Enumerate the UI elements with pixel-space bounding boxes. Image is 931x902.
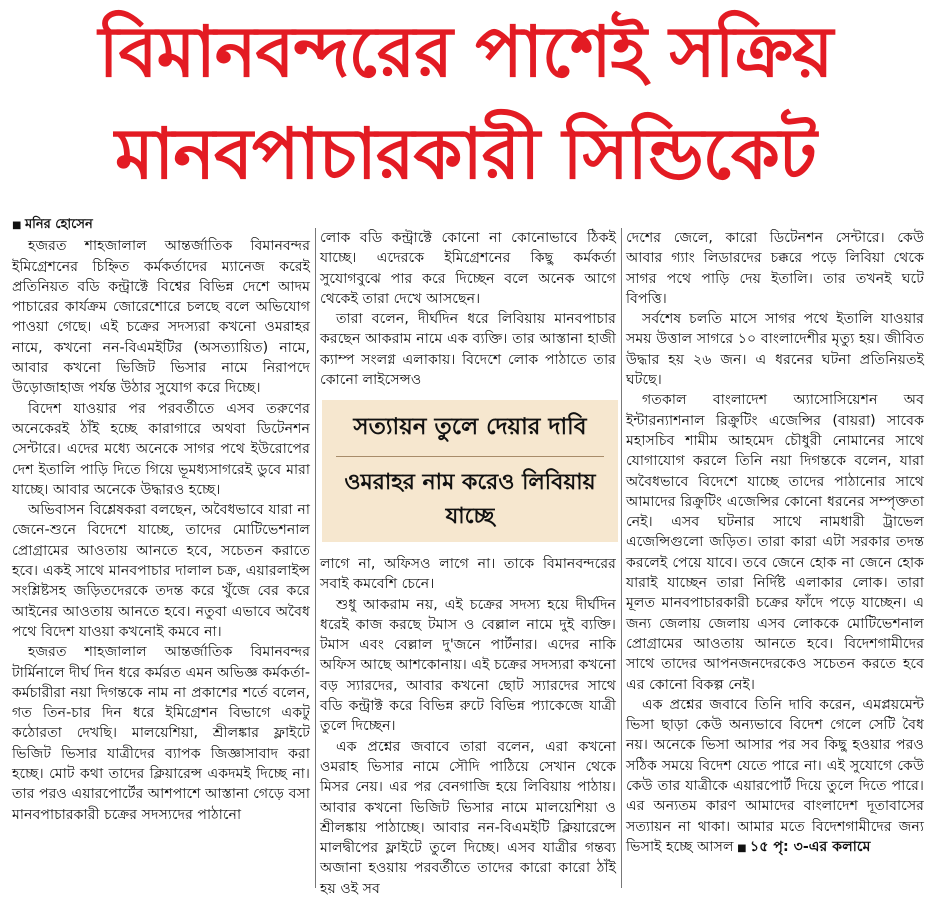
paragraph: এক প্রশ্নের জবাবে তারা বলেন, এরা কখনো ওমরাহ ভিসার নামে সৌদি পাঠিয়ে সেখান থেকে মিসর নেয়। এর পর বেনগাজি হয়ে লিবিয়ায় পাঠায়। আবার কখনো ভিজিট ভিসার নামে মালয়েশিয়া ও শ্রীলঙ্কায় পাঠাচ্ছে। আবার নন-বিএমইটি ক্লিয়ারেন্সে মালদ্বীপের ফ্লাইটে তুলে দিচ্ছে। এসব যাত্রীর গন্তব্য অজানা হওয়ায় পরবর্তীতে তাদের কারো কারো ঠাঁই হয় ওই সব — [320, 738, 616, 897]
paragraph: তারা বলেন, দীর্ঘদিন ধরে লিবিয়ায় মানবপাচার করছেন আকরাম নামে এক ব্যক্তি। তার আস্তানা হাজী ক্যাম্প সংলগ্ন এলাকায়। বিদেশে লোক পাঠাতে তার কোনো লাইসেন্সও — [320, 311, 616, 389]
pull-quote-divider — [336, 456, 604, 457]
paragraph: এক প্রশ্নের জবাবে তিনি দাবি করেন, এমপ্লয়মেন্ট ভিসা ছাড়া কেউ অন্যভাবে বিদেশ গেলে সেটি বৈধ নয়। অনেকে ভিসা আসার পর সব কিছু হওয়ার পরও সঠিক সময়ে বিদেশ যেতে পারে না। এই সুযোগে কেউ কেউ তার যাত্রীকে এয়ারপোর্ট দিয়ে তুলে দিতে পারে। এর অন্যতম কারণ আমাদের বাংলাদেশ দূতাবাসের সত্যায়ন না থাকা। আমার মতে বিদেশগামীদের জন্য ভিসাই হচ্ছে আসল — [626, 696, 924, 855]
article-column-3 — [626, 228, 924, 902]
paragraph: লাগে না, অফিসও লাগে না। তাকে বিমানবন্দরের সবাই কমবেশি চেনে। — [320, 556, 616, 593]
column-divider — [315, 228, 316, 888]
paragraph: লোক বডি কন্ট্রাক্টে কোনো না কোনোভাবে ঠিকই যাচ্ছে। এদেরকে ইমিগ্রেশনের কিছু কর্মকর্তা সুযোগবুঝে পার করে দিচ্ছেন বলে অনেক আগে থেকেই তারা দেখে আসছেন। — [320, 230, 616, 307]
pull-quote-line-1: সত্যায়ন তুলে দেয়ার দাবি — [353, 414, 587, 440]
article-column-2-top — [320, 228, 616, 389]
paragraph: বিদেশ যাওয়ার পর পরবর্তীতে এসব তরুণের অনেকেরই ঠাঁই হচ্ছে কারাগারে অথবা ডিটেনশন সেন্টারে। এদের মধ্যে অনেকে সাগর পথে ইউরোপের দেশ ইতালি পাড়ি দিতে গিয়ে ভূমধ্যসাগরেই ডুবে মারা যাচ্ছে। আবার অনেকে উদ্ধারও হচ্ছে। — [12, 400, 310, 498]
headline-line-1: বিমানবন্দরের পাশেই সক্রিয় — [98, 11, 833, 93]
paragraph: সর্বশেষ চলতি মাসে সাগর পথে ইতালি যাওয়ার সময় উত্তাল সাগরে ১০ বাংলাদেশীর মৃত্যু হয়। জীবিত উদ্ধার হয় ২৬ জন। এ ধরনের ঘটনা প্রতিনিয়তই ঘটছে। — [626, 311, 924, 389]
pull-quote-line-2: ওমরাহর নাম করেও লিবিয়ায় যাচ্ছে — [344, 470, 596, 529]
paragraph-with-jump — [626, 695, 924, 859]
article-column-2-bottom — [320, 554, 616, 902]
continued-on-page-link[interactable]: ■ ১৫ পৃ: ৩-এর কলামে — [734, 839, 871, 855]
paragraph: অভিবাসন বিশ্লেষকরা বলছেন, অবৈধভাবে যারা না জেনে-শুনে বিদেশে যাচ্ছে, তাদের মোটিভেশনাল প্রোগ্রামের আওতায় আনতে হবে, সচেতন করাতে হবে। একই সাথে মানবপাচার দালাল চক্র, এয়ারলাইন্স সংশ্লিষ্টসহ জড়িতদেরকে তদন্ত করে খুঁজে বের করে আইনের আওতায় আনতে হবে। নতুবা এভাবে অবৈধ পথে বিদেশ যাওয়া কখনোই কমবে না। — [12, 502, 310, 640]
paragraph: হজরত শাহজালাল আন্তর্জাতিক বিমানবন্দর ইমিগ্রেশনের চিহ্নিত কর্মকর্তাদের ম্যানেজ করেই প্রতিনিয়ত বডি কন্ট্রাক্টে বিশ্বের বিভিন্ন দেশে আদম পাচারের কার্যক্রম জোরেশোরে চলছে বলে অভিযোগ পাওয়া গেছে। এই চক্রের সদস্যরা কখনো ওমরাহর নামে, কখনো নন-বিএমইটির (অসত্যায়িত) নামে, আবার কখনো ভিজিট ভিসার নামে নিরাপদে উড়োজাহাজ পর্যন্ত উঠার সুযোগ করে দিচ্ছে। — [12, 238, 310, 397]
paragraph: গতকাল বাংলাদেশ অ্যাসোসিয়েশন অব ইন্টারন্যাশনাল রিক্রুটিং এজেন্সির (বায়রা) সাবেক মহাসচিব শামীম আহমেদ চৌধুরী নোমানের সাথে যোগাযোগ করলে তিনি নয়া দিগন্তকে বলেন, যারা অবৈধভাবে বিদেশে যাচ্ছে তাদের পাঠানোর সাথে আমাদের রিক্রুটিং এজেন্সির কোনো ধরনের সম্পৃক্ততা নেই। এসব ঘটনার সাথে নামধারী ট্রাভেল এজেন্সিগুলো জড়িত। তারা কারা এটা সরকার তদন্ত করলেই পেয়ে যাবে। তবে জেনে হোক না জেনে হোক যারাই যাচ্ছেন তারা নির্দিষ্ট এলাকার লোক। তারা মূলত মানবপাচারকারী চক্রের ফাঁদে পড়ে যাচ্ছেন। এ জন্য জেলায় জেলায় এসব লোককে মোটিভেশনাল প্রোগ্রামের আওতায় আনতে হবে। বিদেশগামীদের সাথে তাদের আপনজনদেরকেও সচেতন করতে হবে এর কোনো বিকল্প নেই। — [626, 392, 924, 693]
article-column-1 — [12, 215, 310, 902]
headline-line-2: মানবপাচারকারী সিন্ডিকেট — [115, 113, 816, 195]
column-divider — [621, 228, 622, 888]
pull-quote-box — [322, 400, 618, 542]
paragraph: হজরত শাহজালাল আন্তর্জাতিক বিমানবন্দর টার্মিনালে দীর্ঘ দিন ধরে কর্মরত এমন অভিজ্ঞ কর্মকর্তা-কর্মচারীরা নয়া দিগন্তকে নাম না প্রকাশের শর্তে বলেন, গত তিন-চার দিন ধরে ইমিগ্রেশন বিভাগে একটু কঠোরতা দেখছি। মালয়েশিয়া, শ্রীলঙ্কার ফ্লাইটে ভিজিট ভিসার যাত্রীদের ব্যাপক জিজ্ঞাসাবাদ করা হচ্ছে। মোট কথা তাদের ক্লিয়ারেন্স একদমই দিচ্ছে না। তার পরও এয়ারপোর্টের আশপাশে আস্তানা গেড়ে বসা মানবপাচারকারী চক্রের সদস্যদের পাঠানো — [12, 644, 310, 823]
paragraph: শুধু আকরাম নয়, এই চক্রের সদস্য হয়ে দীর্ঘদিন ধরেই কাজ করছে টমাস ও বেল্লাল নামে দুই ব্যক্তি। টমাস এবং বেল্লাল দু'জনে পার্টনার। এদের নাকি অফিস আছে আশকোনায়। এই চক্রের সদস্যরা কখনো বড় স্যারদের, আবার কখনো ছোট স্যারদের সাথে বডি কন্ট্রাক্ট করে বিভিন্ন রুটে বিভিন্ন প্যাকেজে যাত্রী তুলে দিচ্ছেন। — [320, 596, 616, 735]
paragraph: দেশের জেলে, কারো ডিটেনশন সেন্টারে। কেউ আবার গ্যাং লিডারদের চক্করে পড়ে লিবিয়া থেকে সাগর পথে পাড়ি দেয় ইতালি। তার তখনই ঘটে বিপত্তি। — [626, 230, 924, 307]
byline: ■ মনির হোসেন — [12, 215, 310, 236]
